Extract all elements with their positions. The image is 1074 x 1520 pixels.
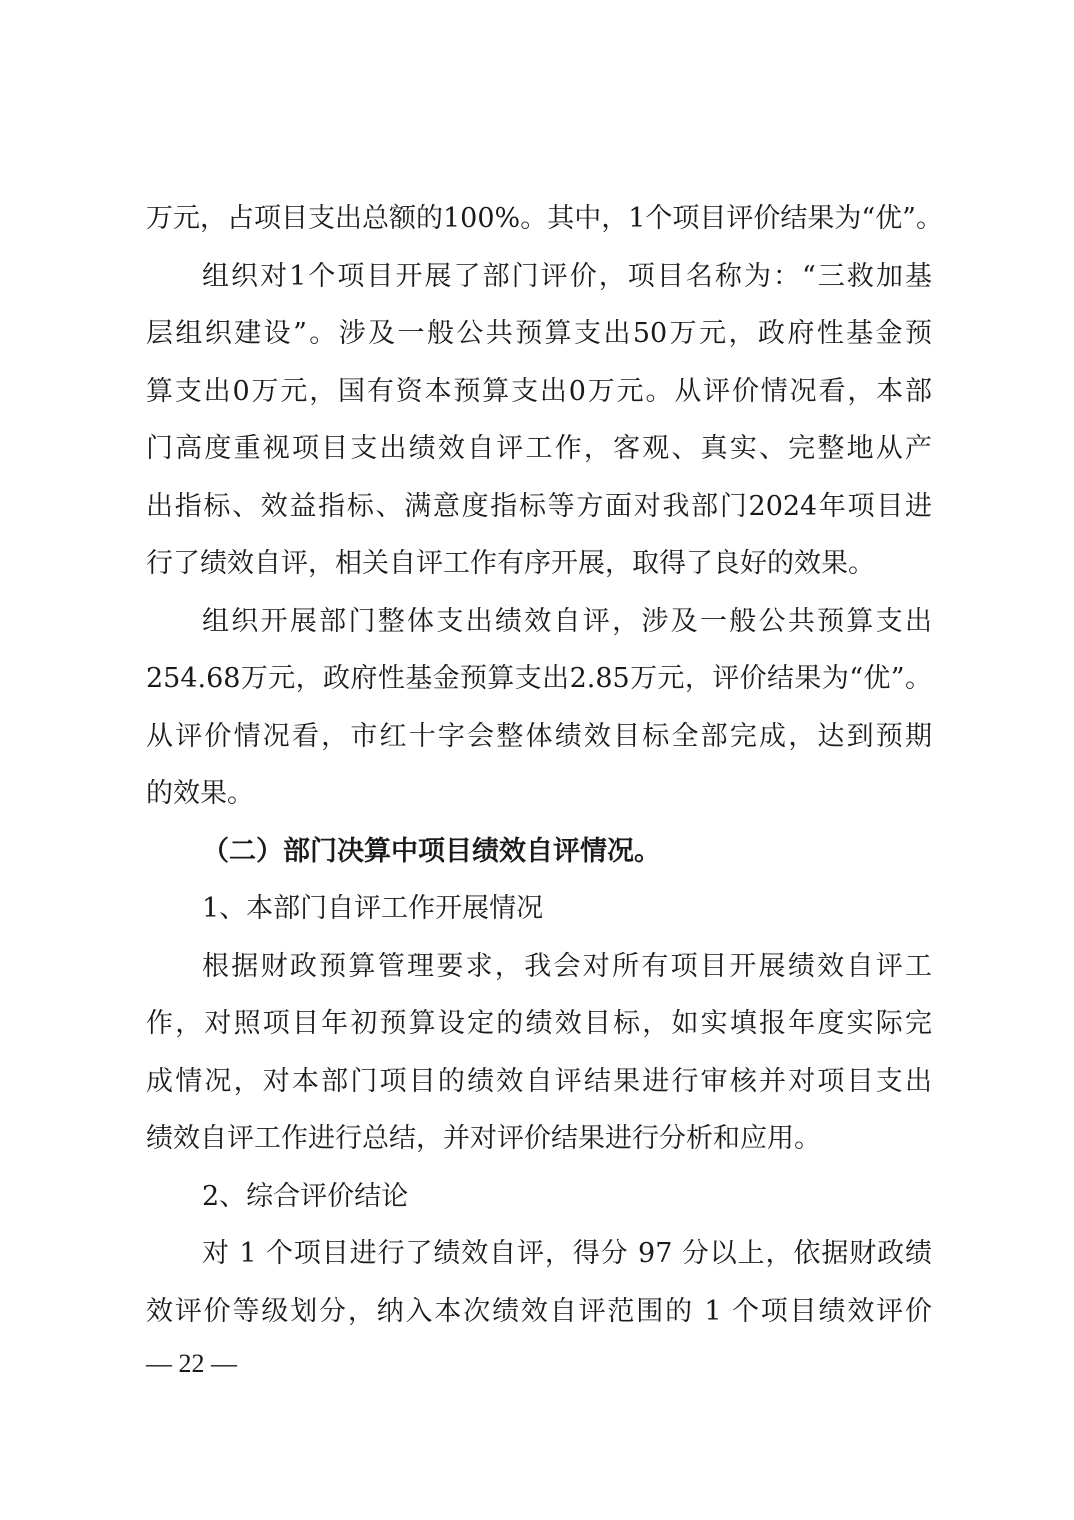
text-line: 254.68万元，政府性基金预算支出2.85万元，评价结果为“优”。 xyxy=(146,663,932,694)
text-line: 门高度重视项目支出绩效自评工作，客观、真实、完整地从产 xyxy=(146,433,932,464)
paragraph-start-line: 根据财政预算管理要求，我会对所有项目开展绩效自评工 xyxy=(202,950,932,982)
paragraph-end-line: 绩效自评工作进行总结，并对评价结果进行分析和应用。 xyxy=(146,1123,821,1154)
section-heading: （二）部门决算中项目绩效自评情况。 xyxy=(202,835,661,867)
paragraph-end-line: 的效果。 xyxy=(146,778,254,809)
subsection-heading: 1、本部门自评工作开展情况 xyxy=(202,893,544,924)
text-line: 从评价情况看，市红十字会整体绩效目标全部完成，达到预期 xyxy=(146,720,932,752)
text-line: 成情况，对本部门项目的绩效自评结果进行审核并对项目支出 xyxy=(146,1065,932,1097)
text-line: 算支出0万元，国有资本预算支出0万元。从评价情况看，本部 xyxy=(146,375,932,407)
paragraph-end-line: 行了绩效自评，相关自评工作有序开展，取得了良好的效果。 xyxy=(146,548,875,579)
document-body xyxy=(146,190,943,1340)
paragraph-start-line: 对 1 个项目进行了绩效自评，得分 97 分以上，依据财政绩 xyxy=(202,1238,932,1269)
subsection-heading: 2、综合评价结论 xyxy=(202,1180,409,1212)
text-line: 效评价等级划分，纳入本次绩效自评范围的 1 个项目绩效评价 xyxy=(146,1295,932,1327)
paragraph-start-line: 组织开展部门整体支出绩效自评，涉及一般公共预算支出 xyxy=(202,605,932,637)
page-number: — 22 — xyxy=(146,1349,237,1378)
text-line: 万元，占项目支出总额的100%。其中，1个项目评价结果为“优”。 xyxy=(146,203,943,234)
paragraph-start-line: 组织对1个项目开展了部门评价，项目名称为：“三救加基 xyxy=(202,260,932,292)
text-line: 层组织建设”。涉及一般公共预算支出50万元，政府性基金预 xyxy=(146,318,932,349)
text-line: 出指标、效益指标、满意度指标等方面对我部门2024年项目进 xyxy=(146,490,932,522)
text-line: 作，对照项目年初预算设定的绩效目标，如实填报年度实际完 xyxy=(146,1008,932,1039)
